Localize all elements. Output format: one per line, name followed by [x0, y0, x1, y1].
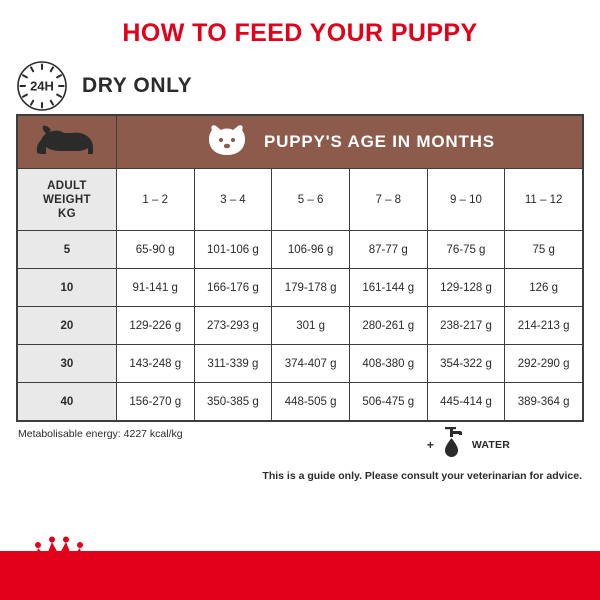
- feed-amount-cell: 106-96 g: [272, 231, 350, 269]
- table-row: [18, 231, 583, 269]
- feed-amount-cell: 408-380 g: [349, 345, 427, 383]
- clock-24h-icon: [16, 60, 68, 112]
- puppy-head-icon: [204, 124, 250, 161]
- water-tap-icon: [438, 426, 468, 463]
- feed-amount-cell: 301 g: [272, 307, 350, 345]
- section-label: DRY ONLY: [82, 74, 193, 97]
- feed-amount-cell: 76-75 g: [427, 231, 505, 269]
- feed-amount-cell: 311-339 g: [194, 345, 272, 383]
- feed-amount-cell: 445-414 g: [427, 383, 505, 421]
- water-label: WATER: [471, 438, 510, 451]
- row-weight-label: 5: [18, 231, 117, 269]
- water-note: [427, 426, 510, 463]
- table-row: [18, 383, 583, 421]
- feeding-table: [17, 115, 583, 421]
- feed-amount-cell: 389-364 g: [505, 383, 583, 421]
- royal-crown-icon: [30, 536, 88, 570]
- age-column-header: 9 – 10: [427, 169, 505, 231]
- banner-title: PUPPY'S AGE IN MONTHS: [264, 132, 495, 151]
- weight-header-line-2: WEIGHT: [43, 193, 91, 206]
- age-column-header: 5 – 6: [272, 169, 350, 231]
- feed-amount-cell: 101-106 g: [194, 231, 272, 269]
- feed-amount-cell: 87-77 g: [349, 231, 427, 269]
- table-header-row: [18, 169, 583, 231]
- metabolisable-energy-note: Metabolisable energy: 4227 kcal/kg: [18, 428, 183, 440]
- feed-amount-cell: 129-226 g: [116, 307, 194, 345]
- section-header: [16, 64, 600, 108]
- plus-sign: +: [426, 437, 434, 452]
- feed-amount-cell: 126 g: [505, 269, 583, 307]
- brand-bar: [0, 553, 600, 600]
- feed-amount-cell: 448-505 g: [272, 383, 350, 421]
- feed-amount-cell: 292-290 g: [505, 345, 583, 383]
- disclaimer-text: This is a guide only. Please consult your veterinarian for advice.: [262, 470, 582, 482]
- table-row: [18, 307, 583, 345]
- row-weight-label: 10: [18, 269, 117, 307]
- feed-amount-cell: 214-213 g: [505, 307, 583, 345]
- weight-header-line-1: ADULT: [47, 179, 87, 192]
- age-column-header: 3 – 4: [194, 169, 272, 231]
- feed-amount-cell: 91-141 g: [116, 269, 194, 307]
- age-column-header: 7 – 8: [349, 169, 427, 231]
- table-row: [18, 269, 583, 307]
- svg-text:24H: 24H: [30, 78, 54, 94]
- feed-amount-cell: 354-322 g: [427, 345, 505, 383]
- feed-amount-cell: 143-248 g: [116, 345, 194, 383]
- feed-amount-cell: 129-128 g: [427, 269, 505, 307]
- feed-amount-cell: 166-176 g: [194, 269, 272, 307]
- feed-amount-cell: 238-217 g: [427, 307, 505, 345]
- feed-amount-cell: 273-293 g: [194, 307, 272, 345]
- age-column-header: 1 – 2: [116, 169, 194, 231]
- table-banner-row: [18, 116, 583, 169]
- adult-weight-header: [18, 169, 117, 231]
- weight-header-line-3: KG: [58, 207, 76, 220]
- page-title: HOW TO FEED YOUR PUPPY: [122, 19, 478, 47]
- feed-amount-cell: 280-261 g: [349, 307, 427, 345]
- dog-silhouette-icon: [18, 116, 116, 168]
- feed-amount-cell: 156-270 g: [116, 383, 194, 421]
- banner-title-cell: [116, 116, 582, 169]
- feeding-table-wrapper: [16, 114, 584, 422]
- banner-dog-cell: [18, 116, 117, 169]
- row-weight-label: 40: [18, 383, 117, 421]
- table-footer: [16, 422, 584, 484]
- feed-amount-cell: 65-90 g: [116, 231, 194, 269]
- row-weight-label: 30: [18, 345, 117, 383]
- row-weight-label: 20: [18, 307, 117, 345]
- feed-amount-cell: 506-475 g: [349, 383, 427, 421]
- table-row: [18, 345, 583, 383]
- feed-amount-cell: 374-407 g: [272, 345, 350, 383]
- feed-amount-cell: 179-178 g: [272, 269, 350, 307]
- feed-amount-cell: 350-385 g: [194, 383, 272, 421]
- age-column-header: 11 – 12: [505, 169, 583, 231]
- feed-amount-cell: 161-144 g: [349, 269, 427, 307]
- feed-amount-cell: 75 g: [505, 231, 583, 269]
